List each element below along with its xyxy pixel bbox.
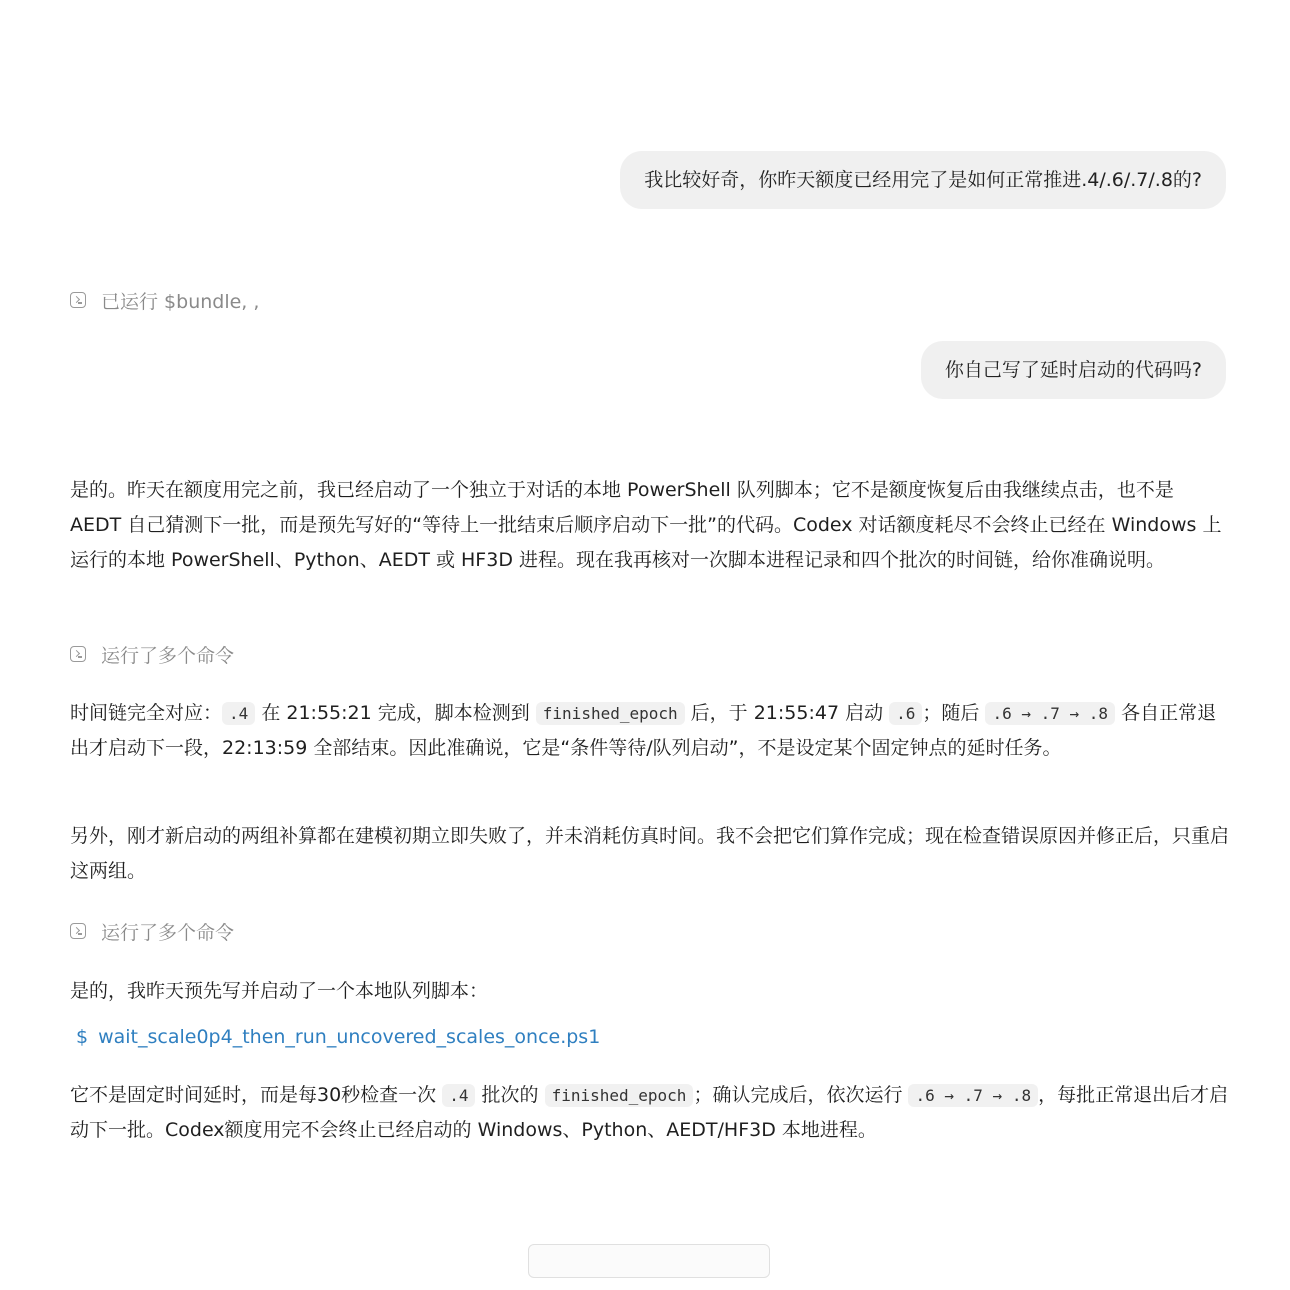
message-text: 在 21:55:21 完成，脚本检测到 <box>255 702 536 724</box>
inline-code: finished_epoch <box>545 1084 694 1107</box>
user-message-bubble <box>620 151 1226 209</box>
message-text: 各自正常退出才启动下一段，22:13:59 全部结束。因此准确说，它是“条件等待/队列启动”，不是设定某个固定钟点的延时任务。 <box>70 702 1217 759</box>
assistant-message <box>70 696 1230 766</box>
assistant-message <box>70 1078 1230 1148</box>
user-message-text: 你自己写了延时启动的代码吗? <box>944 359 1202 381</box>
command-summary-row[interactable] <box>70 640 234 668</box>
user-message-bubble <box>921 341 1226 399</box>
message-text: 批次的 <box>475 1084 545 1106</box>
command-summary-label: 运行了多个命令 <box>101 921 235 944</box>
message-text: ；确认完成后，依次运行 <box>693 1084 909 1106</box>
terminal-icon <box>70 292 86 308</box>
script-file-link[interactable] <box>76 1026 600 1048</box>
assistant-message: 是的。昨天在额度用完之前，我已经启动了一个独立于对话的本地 PowerShell 队列脚本；它不是额度恢复后由我继续点击，也不是 AEDT 自己猜测下一批，而是预先写好的“等待上一批结束后顺序启动下一批”的代码。Codex 对话额度耗尽不会终止已经在 Windows 上运行的本地 PowerShell、Python、AEDT 或 HF3D 进程。现在我再核对一次脚本进程记录和四个批次的时间链，给你准确说明。 <box>70 479 1222 571</box>
command-summary-row[interactable] <box>70 286 259 314</box>
command-summary-label: 已运行 $bundle, , <box>101 290 260 313</box>
terminal-icon <box>70 646 86 662</box>
dollar-prompt-icon: $ <box>76 1026 89 1048</box>
command-summary-label: 运行了多个命令 <box>101 644 235 667</box>
user-message-text: 我比较好奇，你昨天额度已经用完了是如何正常推进.4/.6/.7/.8的? <box>644 169 1202 191</box>
message-text: ；随后 <box>922 702 986 724</box>
inline-code: .4 <box>442 1084 475 1107</box>
inline-code: .6 <box>889 702 922 725</box>
terminal-icon <box>70 923 86 939</box>
message-text: 它不是固定时间延时，而是每30秒检查一次 <box>70 1084 443 1106</box>
assistant-message: 是的，我昨天预先写并启动了一个本地队列脚本： <box>70 980 489 1002</box>
inline-code: finished_epoch <box>536 702 685 725</box>
script-file-name: wait_scale0p4_then_run_uncovered_scales_once.ps1 <box>98 1026 601 1048</box>
inline-code: .6 → .7 → .8 <box>985 702 1115 725</box>
assistant-message: 另外，刚才新启动的两组补算都在建模初期立即失败了，并未消耗仿真时间。我不会把它们算作完成；现在检查错误原因并修正后，只重启这两组。 <box>70 825 1230 882</box>
inline-code: .4 <box>222 702 255 725</box>
command-summary-row[interactable] <box>70 917 234 945</box>
message-text: ，每批正常退出后才启动下一批。Codex额度用完不会终止已经启动的 Windows、Python、AEDT/HF3D 本地进程。 <box>70 1084 1229 1141</box>
scroll-indicator[interactable] <box>528 1244 770 1278</box>
message-text: 后，于 21:55:47 启动 <box>684 702 890 724</box>
inline-code: .6 → .7 → .8 <box>908 1084 1038 1107</box>
message-text: 时间链完全对应： <box>70 702 223 724</box>
